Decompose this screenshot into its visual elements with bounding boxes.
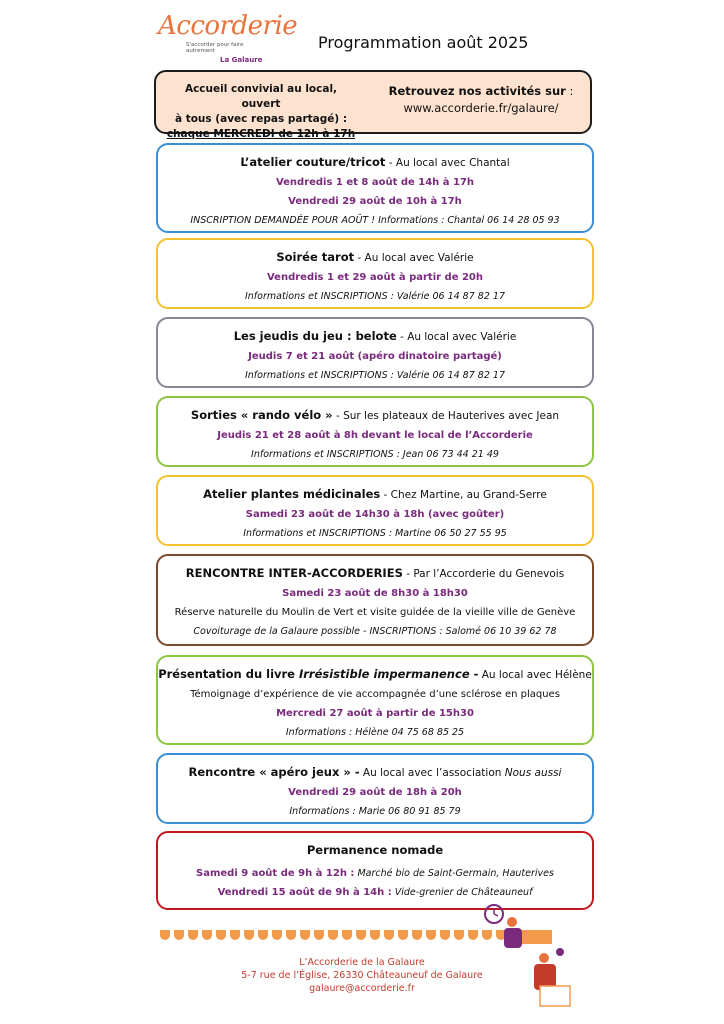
- event-title-end: -: [469, 667, 479, 681]
- event-title: L’atelier couture/tricot: [240, 155, 386, 169]
- event-info: Informations et INSCRIPTIONS : Valérie 06 14 87 82 17: [244, 291, 505, 302]
- event-card-couture: [156, 143, 594, 233]
- event-date: Jeudis 21 et 28 août à 8h devant le local de l’Accorderie: [217, 430, 533, 441]
- event-desc: - Par l’Accorderie du Genevois: [402, 568, 565, 580]
- event-date: Samedi 9 août de 9h à 12h :: [196, 868, 355, 879]
- event-desc-assoc: Nous aussi: [504, 767, 562, 779]
- footer-address: 5-7 rue de l’Église, 26330 Châteauneuf de Galaure: [241, 970, 483, 981]
- event-date: Vendredi 15 août de 9h à 14h :: [217, 887, 392, 898]
- event-title: Sorties « rando vélo »: [190, 408, 333, 422]
- event-date: Vendredi 29 août de 18h à 20h: [288, 787, 462, 798]
- banner-line: chaque MERCREDI de 12h à 17h: [166, 128, 356, 140]
- event-title: Permanence nomade: [306, 843, 444, 857]
- event-desc: - Sur les plateaux de Hauterives avec Jean: [332, 410, 560, 422]
- event-date: Vendredi 29 août de 10h à 17h: [288, 196, 462, 207]
- event-info: Informations et INSCRIPTIONS : Martine 06 50 27 55 95: [243, 528, 507, 539]
- event-book-title: Irrésistible impermanence: [298, 667, 470, 681]
- banner-website-sep: :: [565, 84, 574, 98]
- logo-subname: La Galaure: [220, 56, 263, 64]
- event-desc: - Au local avec Valérie: [396, 331, 517, 343]
- banner-opening-hours: [166, 82, 356, 142]
- event-card-permanence: [156, 831, 594, 910]
- event-info: INSCRIPTION DEMANDÉE POUR AOÛT ! Informations : Chantal 06 14 28 05 93: [190, 215, 560, 226]
- info-banner: [154, 70, 592, 140]
- logo-tagline: S'accorder pour faire autrement: [186, 42, 244, 54]
- event-info: Informations et INSCRIPTIONS : Jean 06 73 44 21 49: [251, 449, 499, 460]
- event-title: Les jeudis du jeu : belote: [233, 329, 397, 343]
- event-details: Témoignage d’expérience de vie accompagnée d’une sclérose en plaques: [190, 689, 560, 700]
- event-desc: Au local avec l’association: [359, 767, 505, 779]
- banner-line: Accueil convivial au local, ouvert: [184, 83, 338, 110]
- logo: [158, 11, 298, 64]
- event-title: RENCONTRE INTER-ACCORDERIES: [185, 566, 403, 580]
- banner-line: à tous (avec repas partagé) :: [174, 113, 348, 125]
- event-title: Présentation du livre: [158, 667, 299, 681]
- event-date: Jeudis 7 et 21 août (apéro dinatoire partagé): [248, 351, 502, 362]
- event-card-inter-accorderies: [156, 554, 594, 646]
- event-desc: - Au local avec Valérie: [354, 252, 474, 264]
- event-info: Informations et INSCRIPTIONS : Valérie 06 14 87 82 17: [244, 370, 505, 381]
- event-info: Informations : Marie 06 80 91 85 79: [289, 806, 461, 817]
- event-details: Réserve naturelle du Moulin de Vert et visite guidée de la vieille ville de Genève: [174, 607, 576, 618]
- event-card-plantes: [156, 475, 594, 546]
- event-desc: Au local avec Hélène: [478, 669, 592, 681]
- event-card-tarot: [156, 238, 594, 309]
- footer-org: L’Accorderie de la Galaure: [299, 957, 425, 968]
- event-date: Mercredi 27 août à partir de 15h30: [276, 708, 474, 719]
- event-desc: - Chez Martine, au Grand-Serre: [380, 489, 547, 501]
- footer: [0, 956, 724, 995]
- event-card-rando-velo: [156, 396, 594, 467]
- event-title: Rencontre « apéro jeux » -: [188, 765, 360, 779]
- event-desc: - Au local avec Chantal: [385, 157, 510, 169]
- event-info: Informations : Hélène 04 75 68 85 25: [285, 727, 465, 738]
- website-link[interactable]: www.accorderie.fr/galaure/: [403, 101, 559, 115]
- event-place: Vide-grenier de Châteauneuf: [391, 887, 533, 898]
- event-date: Vendredis 1 et 29 août à partir de 20h: [266, 272, 483, 283]
- event-card-apero-jeux: [156, 753, 594, 824]
- logo-wordmark: Accorderie: [158, 11, 298, 41]
- event-info: Covoiturage de la Galaure possible - INSCRIPTIONS : Salomé 06 10 39 62 78: [193, 626, 557, 637]
- event-title: Atelier plantes médicinales: [203, 487, 381, 501]
- event-date: Vendredis 1 et 8 août de 14h à 17h: [275, 177, 475, 188]
- event-place: Marché bio de Saint-Germain, Hauterives: [354, 868, 554, 879]
- banner-website-label: Retrouvez nos activités sur: [388, 84, 566, 98]
- event-date: Samedi 23 août de 14h30 à 18h (avec goûter): [245, 509, 505, 520]
- footer-email[interactable]: galaure@accorderie.fr: [309, 983, 415, 994]
- event-date: Samedi 23 août de 8h30 à 18h30: [282, 588, 468, 599]
- event-title: Soirée tarot: [276, 250, 355, 264]
- banner-website: [376, 83, 586, 117]
- event-card-livre: [156, 655, 594, 745]
- page-title: Programmation août 2025: [318, 33, 529, 52]
- event-card-belote: [156, 317, 594, 388]
